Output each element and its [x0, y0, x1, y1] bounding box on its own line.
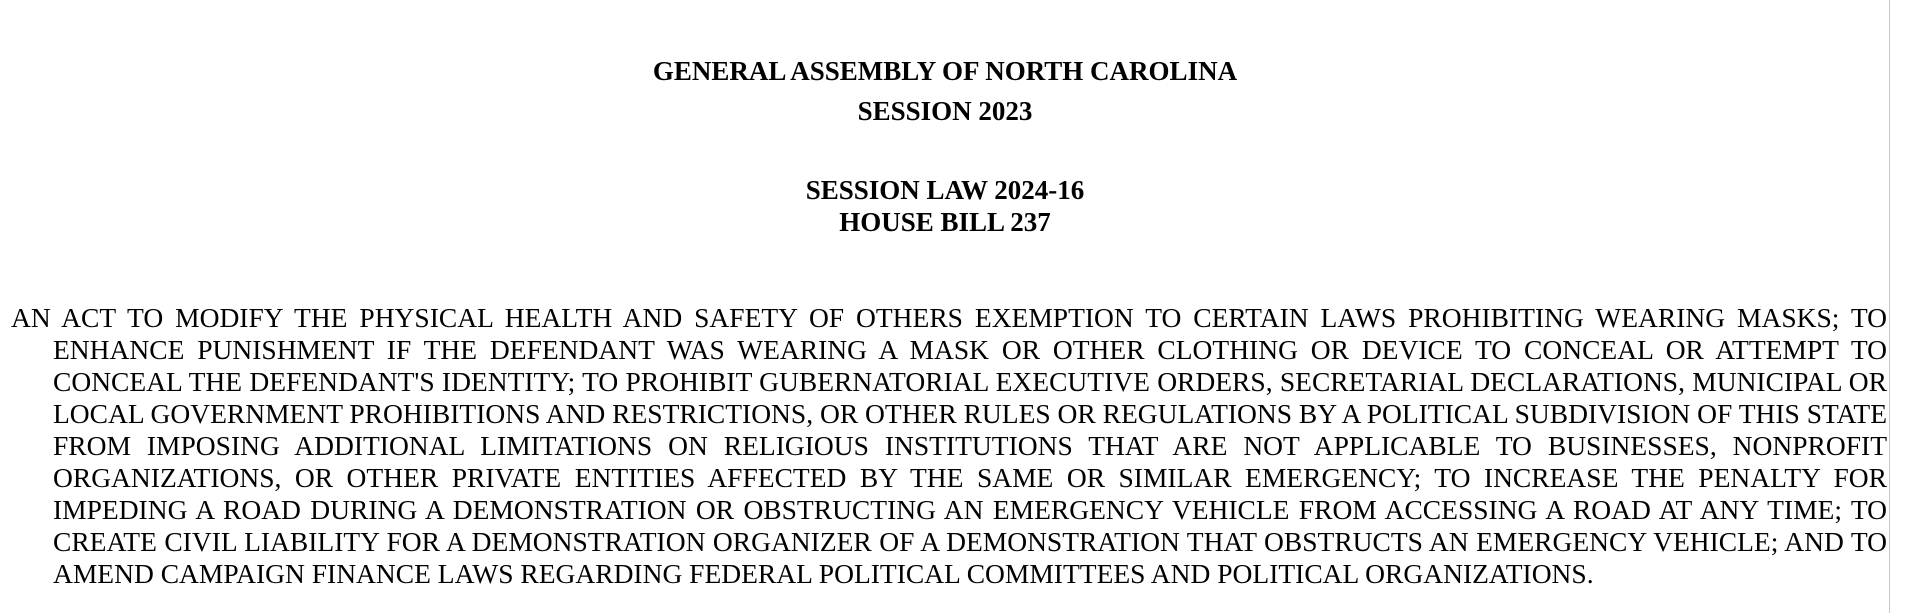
act-title-text: AN ACT TO MODIFY THE PHYSICAL HEALTH AND SAFETY OF OTHERS EXEMPTION TO CERTAIN LAWS PROHIBITING WEARING MASKS; TO ENHANCE PUNISHMENT IF THE DEFENDANT WAS WEARING A MASK OR OTHER CLOTHING OR DEVICE TO CONCEAL OR ATTEMPT TO CONCEAL THE DEFENDANT'S IDENTITY; TO PROHIBIT GUBERNATORIAL EXECUTIVE ORDERS, SECRETARIAL DECLARATIONS, MUNICIPAL OR LOCAL GOVERNMENT PROHIBITIONS AND RESTRICTIONS, OR OTHER RULES OR REGULATIONS BY A POLITICAL SUBDIVISION OF THIS STATE FROM IMPOSING ADDITIONAL LIMITATIONS ON RELIGIOUS INSTITUTIONS THAT ARE NOT APPLICABLE TO BUSINESSES, NONPROFIT ORGANIZATIONS, OR OTHER PRIVATE ENTITIES AFFECTED BY THE SAME OR SIMILAR EMERGENCY; TO INCREASE THE PENALTY FOR IMPEDING A ROAD DURING A DEMONSTRATION OR OBSTRUCTING AN EMERGENCY VEHICLE FROM ACCESSING A ROAD AT ANY TIME; TO CREATE CIVIL LIABILITY FOR A DEMONSTRATION ORGANIZER OF A DEMONSTRATION THAT OBSTRUCTS AN EMERGENCY VEHICLE; AND TO AMEND CAMPAIGN FINANCE LAWS REGARDING FEDERAL POLITICAL COMMITTEES AND POLITICAL ORGANIZATIONS. [11, 302, 1888, 589]
assembly-heading: GENERAL ASSEMBLY OF NORTH CAROLINA [652, 56, 1238, 86]
vertical-scrollbar[interactable] [1889, 0, 1905, 613]
bill-heading: HOUSE BILL 237 [839, 207, 1051, 237]
session-law-heading: SESSION LAW 2024-16 [805, 175, 1085, 205]
session-heading: SESSION 2023 [857, 96, 1033, 126]
